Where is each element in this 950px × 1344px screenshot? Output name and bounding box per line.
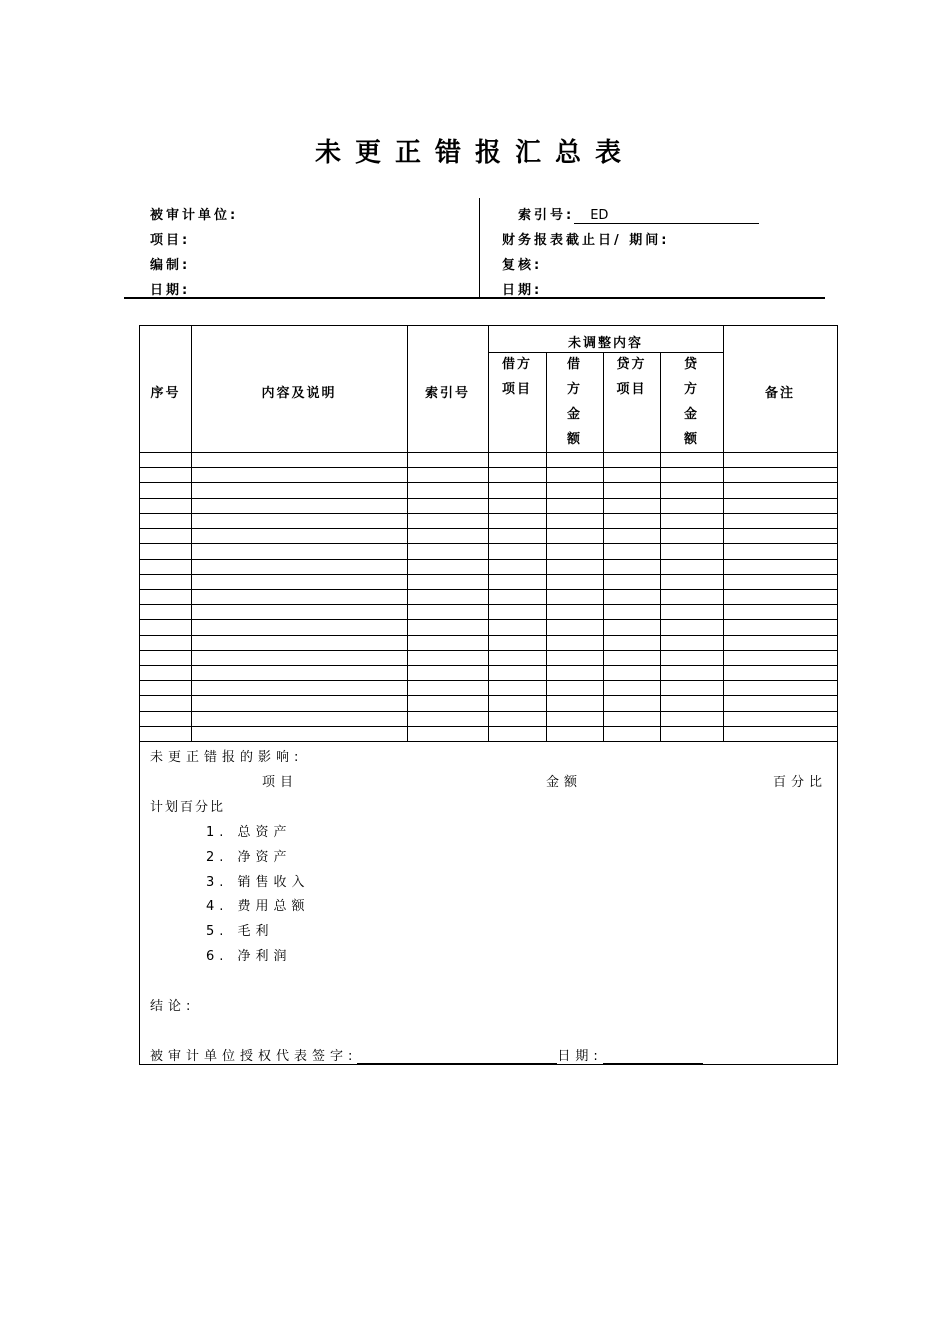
debit-amount-char: 方 [566, 382, 582, 397]
table-row-line [140, 604, 837, 605]
group-header: 未调整内容 [567, 336, 643, 351]
debit-item-line: 借方 [501, 357, 532, 372]
impact-item: 6. 净利润 [206, 949, 292, 964]
credit-item-line: 项目 [616, 382, 647, 397]
debit-amount-char: 金 [566, 407, 582, 422]
sig-date-line [603, 1049, 703, 1064]
table-row-line [140, 680, 837, 681]
sig-date-label: 日期: [557, 1049, 603, 1064]
date-label: 日期: [150, 283, 191, 298]
table-row-line [140, 589, 837, 590]
table-row-line [140, 726, 837, 727]
table-row-line [140, 711, 837, 712]
index-label: 索引号: [518, 208, 575, 223]
credit-amount-char: 额 [683, 432, 699, 447]
table-row-line [140, 650, 837, 651]
impact-item: 2. 净资产 [206, 850, 292, 865]
impact-col-item: 项目 [262, 775, 299, 790]
header-rule [124, 297, 825, 299]
audited-unit-label: 被审计单位: [150, 208, 239, 223]
impact-col-percent: 百分比 [773, 775, 828, 790]
credit-amount-char: 贷 [683, 357, 699, 372]
index-value: ED [574, 208, 759, 224]
table-row-line [140, 513, 837, 514]
conclusion-label: 结论: [150, 999, 196, 1014]
table-row-line [140, 619, 837, 620]
col-content-header: 内容及说明 [261, 386, 337, 401]
plan-percent-label: 计划百分比 [150, 800, 226, 815]
debit-amount-char: 额 [566, 432, 582, 447]
col-index-header: 索引号 [424, 386, 470, 401]
table-row-line [140, 559, 837, 560]
debit-amount-header [546, 352, 603, 452]
impact-item: 3. 销售收入 [206, 875, 310, 890]
table-row-line [140, 665, 837, 666]
credit-amount-char: 方 [683, 382, 699, 397]
credit-amount-char: 金 [683, 407, 699, 422]
credit-amount-header [660, 352, 723, 452]
table-row-line [140, 498, 837, 499]
period-label: 财务报表截止日/ 期间: [502, 233, 670, 248]
table-row-line [140, 543, 837, 544]
prepared-label: 编制: [150, 258, 191, 273]
impact-item: 1. 总资产 [206, 825, 292, 840]
impact-item: 4. 费用总额 [206, 899, 310, 914]
impact-item: 5. 毛利 [206, 924, 274, 939]
table-row-line [140, 635, 837, 636]
col-divider [603, 352, 604, 741]
signature-line [357, 1049, 557, 1064]
debit-amount-char: 借 [566, 357, 582, 372]
review-label: 复核: [502, 258, 543, 273]
index-field [518, 204, 759, 224]
date2-label: 日期: [502, 283, 543, 298]
impact-heading: 未更正错报的影响: [150, 750, 304, 765]
table-row-line [140, 528, 837, 529]
credit-item-header [603, 352, 660, 402]
signature-row [150, 1045, 703, 1064]
table-row-line [140, 695, 837, 696]
header-bottom [140, 452, 837, 453]
project-label: 项目: [150, 233, 191, 248]
impact-col-amount: 金额 [546, 775, 583, 790]
header-divider [479, 198, 480, 298]
page-title: 未更正错报汇总表 [314, 138, 635, 168]
signature-label: 被审计单位授权代表签字: [150, 1049, 358, 1064]
credit-item-line: 贷方 [616, 357, 647, 372]
col-remark-header: 备注 [764, 386, 795, 401]
table-row-line [140, 467, 837, 468]
debit-item-header [488, 352, 546, 402]
table-body-bottom [140, 741, 837, 742]
table-row-line [140, 574, 837, 575]
debit-item-line: 项目 [501, 382, 532, 397]
col-seq-header: 序号 [150, 386, 181, 401]
table-row-line [140, 482, 837, 483]
